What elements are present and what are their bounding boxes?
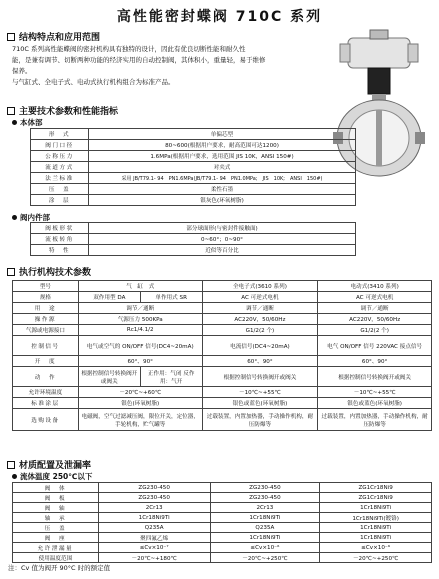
actuator-table bbox=[12, 280, 432, 431]
table-row: 阀 板 ZG230-450 ZG230-450 ZG1Cr18Ni9 bbox=[13, 493, 432, 503]
footnote: 注：Cv 值为阀开 90°C 时的额定值 bbox=[8, 564, 111, 572]
section-box-icon bbox=[7, 107, 15, 115]
bullet-icon bbox=[12, 474, 17, 479]
table-row: 涂 层 银灰色(环氧树脂) bbox=[31, 195, 356, 206]
section-actuator: 执行机构技术参数 bbox=[7, 265, 91, 278]
table-row: 控制信号 电气或空气的 ON/OFF 信号(DC4~20mA) 电流信号(DC4~20mA) 电气 ON/OFF 信号 220VAC 接点信号 bbox=[13, 336, 432, 356]
table-row: 轴 承 1Cr18Ni9Ti 1Cr18Ni9Ti 1Cr18Ni9Ti(镀铬) bbox=[13, 513, 432, 523]
bullet-icon bbox=[12, 215, 17, 220]
table-row: 允许环境温度 －20℃~+60℃ －10℃~+55℃ －10℃~+55℃ bbox=[13, 387, 432, 398]
table-row: 操作源 气源压力 500KPa AC220V，50/60Hz AC220V，50/60Hz bbox=[13, 314, 432, 325]
section-structure: 结构特点和应用范围 bbox=[7, 30, 100, 43]
section-box-icon bbox=[7, 461, 15, 469]
table-row: 用 途 调节／通断 调节／通断 调节／通断 bbox=[13, 303, 432, 314]
section-box-icon bbox=[7, 268, 15, 276]
table-row: 气源或电源接口 Rc1/4.1/2 G1/2(2 个) G1/2(2 个) bbox=[13, 325, 432, 336]
internal-table bbox=[30, 222, 356, 256]
intro-paragraph: 710C 系列高性能蝶阀的密封机构具有独特的设计，因此有优良切断性能和耐久性 能，是兼有调节、切断两种功能的经济实用的自动控制阀，其体积小，重量轻，易于维修 保养。 与气缸式、全电子式、电动式执行机构组合为标准产品。 bbox=[12, 45, 266, 86]
table-row: 动 作 根据控制信号转换阀开或阀关 正作用：气闭 反作用：气开 根据控制信号转换阀开或阀关 根据控制信号转换阀开或阀关 bbox=[13, 367, 432, 387]
sub-internal: 阀内件部 bbox=[12, 212, 50, 223]
table-row: 标准涂层 银色(环氧树脂) 银色或蓝色(环氧树脂) 银色或蓝色(环氧树脂) bbox=[13, 398, 432, 409]
page-title: 高性能密封蝶阀 710C 系列 bbox=[116, 9, 323, 25]
table-row: 允许泄漏量 ≤Cv×10⁻⁷ ≤Cv×10⁻⁶ ≤Cv×10⁻⁶ bbox=[13, 543, 432, 553]
table-row: 压 盖 柔性石墨 bbox=[31, 184, 356, 195]
table-row: 使用温度范围 －20℃~+180℃ －20℃~+250℃ －20℃~+250℃ bbox=[13, 553, 432, 563]
section-materials: 材质配置及泄漏率 bbox=[7, 458, 91, 471]
table-row: 形 式 单偏芯型 bbox=[31, 129, 356, 140]
table-row: 阀板形状 部分球面形(与密封件接触面) bbox=[31, 223, 356, 234]
body-table bbox=[30, 128, 356, 206]
section-tech-params: 主要技术参数和性能指标 bbox=[7, 104, 118, 117]
table-row: 流板转角 0~60°；0~90° bbox=[31, 234, 356, 245]
table-row: 开 度 60°、90° 60°、90° 60°、90° bbox=[13, 356, 432, 367]
sub-leak: 流体温度 250℃以下 bbox=[12, 471, 92, 482]
table-row: 规格 双作用型 DA 单作用式 SR AC 可逆式电机 AC 可逆式电机 bbox=[13, 292, 432, 303]
table-row: 型号 气 缸 式 全电子式(3610 系列) 电动式(3410 系列) bbox=[13, 281, 432, 292]
table-row: 流道方式 对夹式 bbox=[31, 162, 356, 173]
table-row: 选购设备 电磁阀，空气过滤减压阀，限位开关，定位器，手轮机构，贮气罐等 过载装置，内置加热器，手动操作机构，耐压防爆等 过载装置，内置加热器，手动操作机构，耐压防爆等 bbox=[13, 409, 432, 431]
section-box-icon bbox=[7, 33, 15, 41]
sub-body: 本体部 bbox=[12, 117, 43, 128]
table-row: 公称压力 1.6MPa(根据用户要求，选用范围 JIS 10K，ANSI 150#) bbox=[31, 151, 356, 162]
table-row: 阀门口径 80~600(根据用户要求，耐高范围可达1200) bbox=[31, 140, 356, 151]
material-table bbox=[12, 482, 432, 563]
table-row: 特 性 近似等百分比 bbox=[31, 245, 356, 256]
table-row: 阀 座 聚四氟乙烯 1Cr18Ni9Ti 1Cr18Ni9Ti bbox=[13, 533, 432, 543]
table-row: 法兰标准 采用 JB/T79.1- 94 PN1.6MPa(JB/T79.1- 94 PN1.0MPa; JIS 10K; ANSI 150#) bbox=[31, 173, 356, 184]
table-row: 压 盖 Q235A Q235A 1Cr18Ni9Ti bbox=[13, 523, 432, 533]
table-row: 阀 轴 2Cr13 2Cr13 1Cr18Ni9Ti bbox=[13, 503, 432, 513]
table-row: 阀 体 ZG230-450 ZG230-450 ZG1Cr18Ni9 bbox=[13, 483, 432, 493]
bullet-icon bbox=[12, 120, 17, 125]
